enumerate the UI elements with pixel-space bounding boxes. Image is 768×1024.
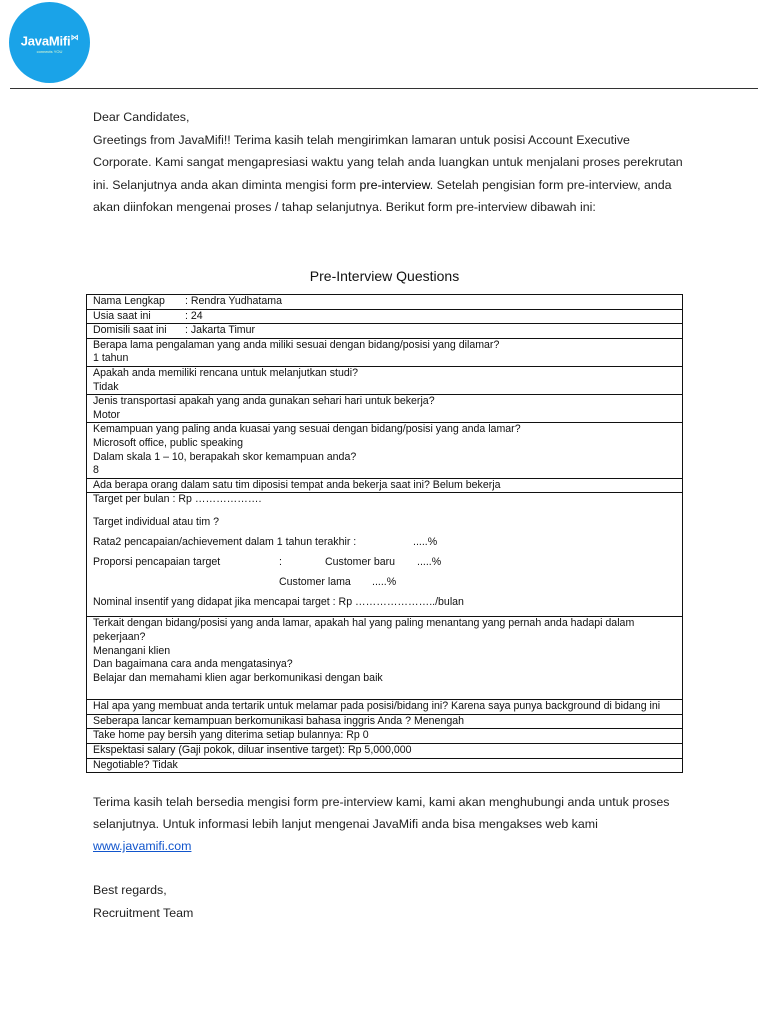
negotiable-row: Negotiable? Tidak xyxy=(87,758,683,773)
regards: Best regards, xyxy=(93,883,167,897)
header-divider xyxy=(10,88,758,89)
achievement-label: Rata2 pencapaian/achievement dalam 1 tahun terakhir : xyxy=(93,536,357,549)
table-row xyxy=(87,758,683,773)
form-title: Pre-Interview Questions xyxy=(309,268,460,284)
achievement-line xyxy=(93,532,676,552)
table-row xyxy=(87,338,683,366)
wifi-signal-icon: ⋈ xyxy=(70,33,79,43)
table-row xyxy=(87,295,683,310)
salary-row: Ekspektasi salary (Gaji pokok, diluar insentive target): Rp 5,000,000 xyxy=(87,744,683,759)
incentive-line: Nominal insentif yang didapat jika mencapai target : Rp …………………../bulan xyxy=(93,596,464,609)
old-customer-line xyxy=(93,572,676,592)
challenge-followup: Dan bagaimana cara anda mengatasinya? xyxy=(93,658,293,671)
skill-scale-answer: 8 xyxy=(93,464,99,477)
table-row xyxy=(87,729,683,744)
new-customer-label: Customer baru xyxy=(325,556,396,569)
skill-question: Kemampuan yang paling anda kuasai yang sesuai dengan bidang/posisi yang anda lamar? xyxy=(93,423,521,436)
challenge-question: Terkait dengan bidang/posisi yang anda lamar, apakah hal yang paling menantang yang pernah anda hadapi dalam pekerjaan? xyxy=(93,617,635,643)
table-row xyxy=(87,744,683,759)
table-row xyxy=(87,700,683,715)
table-row xyxy=(87,309,683,324)
age-value: : 24 xyxy=(185,309,203,322)
letter-intro xyxy=(93,106,683,219)
table-row xyxy=(87,366,683,394)
logo-wordmark: JavaMifi⋈ xyxy=(20,33,79,49)
transport-question: Jenis transportasi apakah yang anda gunakan sehari hari untuk bekerja? xyxy=(93,395,435,408)
salutation: Dear Candidates, xyxy=(93,110,190,124)
pre-interview-emphasis: pre-interview xyxy=(359,177,430,192)
table-row xyxy=(87,714,683,729)
logo-tagline: connects YOU xyxy=(36,48,63,54)
takehome-row: Take home pay bersih yang diterima setiap bulannya: Rp 0 xyxy=(87,729,683,744)
study-answer: Tidak xyxy=(93,380,119,393)
table-row xyxy=(87,478,683,493)
closing-paragraph xyxy=(93,791,683,857)
experience-answer: 1 tahun xyxy=(93,352,129,365)
age-label: Usia saat ini xyxy=(93,309,151,322)
transport-answer: Motor xyxy=(93,408,121,421)
interest-row: Hal apa yang membuat anda tertarik untuk melamar pada posisi/bidang ini? Karena saya punya background di bidang ini xyxy=(87,700,683,715)
website-link[interactable]: www.javamifi.com xyxy=(93,839,192,853)
skill-scale-question: Dalam skala 1 – 10, berapakah skor kemampuan anda? xyxy=(93,450,357,463)
proportion-line xyxy=(93,552,676,572)
name-label: Nama Lengkap xyxy=(93,295,165,307)
study-question: Apakah anda memiliki rencana untuk melanjutkan studi? xyxy=(93,366,358,379)
pre-interview-table xyxy=(86,294,683,773)
proportion-colon: : xyxy=(279,556,282,569)
signoff xyxy=(93,879,193,924)
domicile-value: : Jakarta Timur xyxy=(185,324,256,337)
signature-team: Recruitment Team xyxy=(93,905,194,920)
table-row xyxy=(87,324,683,339)
table-row xyxy=(87,423,683,478)
experience-question: Berapa lama pengalaman yang anda miliki sesuai dengan bidang/posisi yang dilamar? xyxy=(93,338,500,351)
skill-answer: Microsoft office, public speaking xyxy=(93,436,243,449)
challenge-answer: Menangani klien xyxy=(93,644,171,657)
domicile-label: Domisili saat ini xyxy=(93,324,167,337)
english-row: Seberapa lancar kemampuan berkomunikasi bahasa inggris Anda ? Menengah xyxy=(87,714,683,729)
challenge-followup-answer: Belajar dan memahami klien agar berkomunikasi dengan baik xyxy=(93,671,383,684)
javamifi-logo xyxy=(9,2,90,83)
intro-paragraph: Greetings from JavaMifi!! Terima kasih telah mengirimkan lamaran untuk posisi Account Executive Corporate. Kami sangat mengapresiasi waktu yang telah anda luangkan untuk menjalani proses perekrutan ini. Selanjutnya anda akan diminta mengisi form pre-interview. Setelah pengisian form pre-interview, anda akan diinfokan mengenai proses / tahap selanjutnya. Berikut form pre-interview dibawah ini: xyxy=(93,132,683,214)
new-customer-value: .....% xyxy=(417,556,442,569)
monthly-target: Target per bulan : Rp ………………. xyxy=(93,493,262,506)
individual-target: Target individual atau tim ? xyxy=(93,516,220,529)
proportion-label: Proporsi pencapaian target xyxy=(93,556,221,569)
name-value: : Rendra Yudhatama xyxy=(185,295,282,307)
team-size-row: Ada berapa orang dalam satu tim diposisi tempat anda bekerja saat ini? Belum bekerja xyxy=(87,478,683,493)
table-row xyxy=(87,617,683,700)
old-customer-value: .....% xyxy=(372,576,397,589)
table-row xyxy=(87,395,683,423)
achievement-value: .....% xyxy=(413,536,438,549)
old-customer-label: Customer lama xyxy=(279,576,351,589)
closing-text: Terima kasih telah bersedia mengisi form pre-interview kami, kami akan menghubungi anda untuk proses selanjutnya. Untuk informasi lebih lanjut mengenai JavaMifi anda bisa mengakses web kami xyxy=(93,795,670,831)
table-row xyxy=(87,493,683,617)
